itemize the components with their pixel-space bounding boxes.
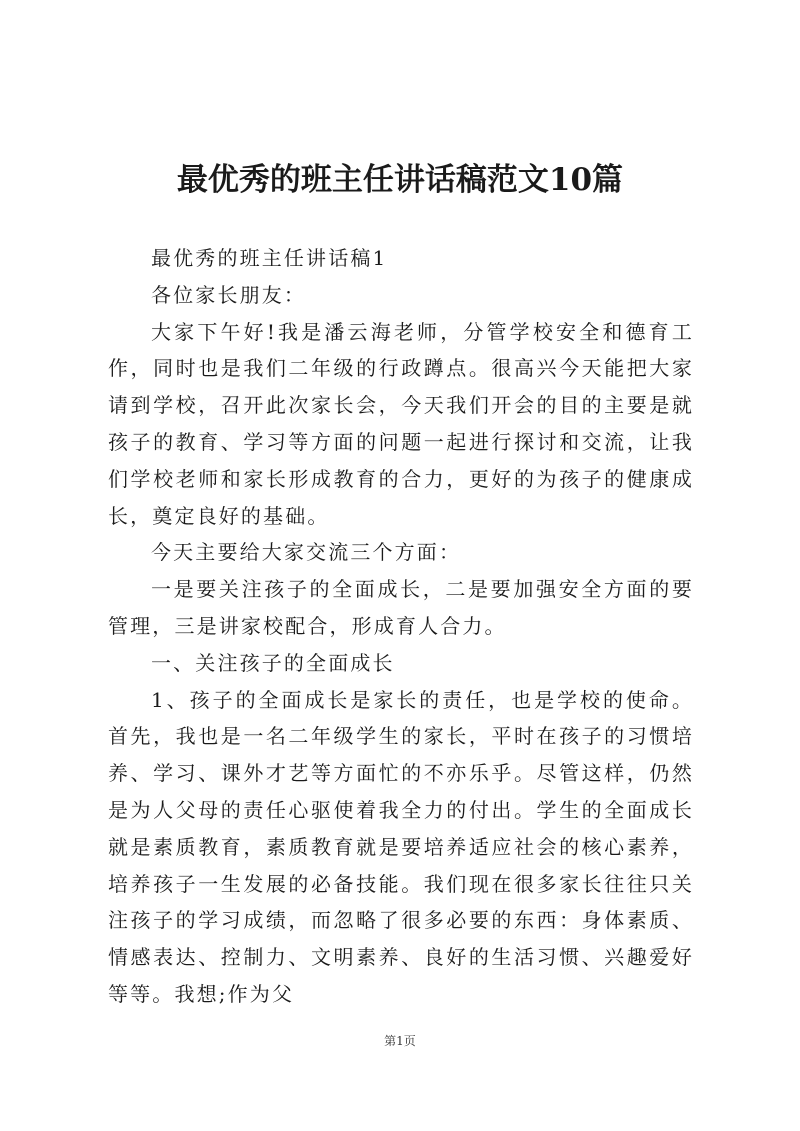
paragraph-topics-list: 一是要关注孩子的全面成长，二是要加强安全方面的要管理，三是讲家校配合，形成育人合力。 bbox=[108, 577, 694, 638]
paragraph-subheading-growth: 一、关注孩子的全面成长 bbox=[151, 650, 395, 675]
document-body bbox=[108, 240, 694, 1013]
page-title: 最优秀的班主任讲话稿范文10篇 bbox=[176, 162, 624, 198]
paragraph-introduction: 大家下午好!我是潘云海老师，分管学校安全和德育工作，同时也是我们二年级的行政蹲点。很高兴今天能把大家请到学校，召开此次家长会，今天我们开会的目的主要是就孩子的教育、学习等方面的问题一起进行探讨和交流，让我们学校老师和家长形成教育的合力，更好的为孩子的健康成长，奠定良好的基础。 bbox=[108, 319, 694, 528]
paragraph-topics-intro: 今天主要给大家交流三个方面： bbox=[151, 540, 462, 565]
page-number: 第1页 bbox=[384, 1034, 416, 1048]
paragraph-salutation: 各位家长朋友： bbox=[151, 282, 307, 307]
paragraph-growth-body: 1、孩子的全面成长是家长的责任，也是学校的使命。首先，我也是一名二年级学生的家长，平时在孩子的习惯培养、学习、课外才艺等方面忙的不亦乐乎。尽管这样，仍然是为人父母的责任心驱使着我全力的付出。学生的全面成长就是素质教育，素质教育就是要培养适应社会的核心素养，培养孩子一生发展的必备技能。我们现在很多家长往往只关注孩子的学习成绩，而忽略了很多必要的东西：身体素质、情感表达、控制力、文明素养、良好的生活习惯、兴趣爱好等等。我想;作为父 bbox=[108, 687, 694, 1006]
paragraph-section-heading: 最优秀的班主任讲话稿1 bbox=[151, 246, 388, 270]
